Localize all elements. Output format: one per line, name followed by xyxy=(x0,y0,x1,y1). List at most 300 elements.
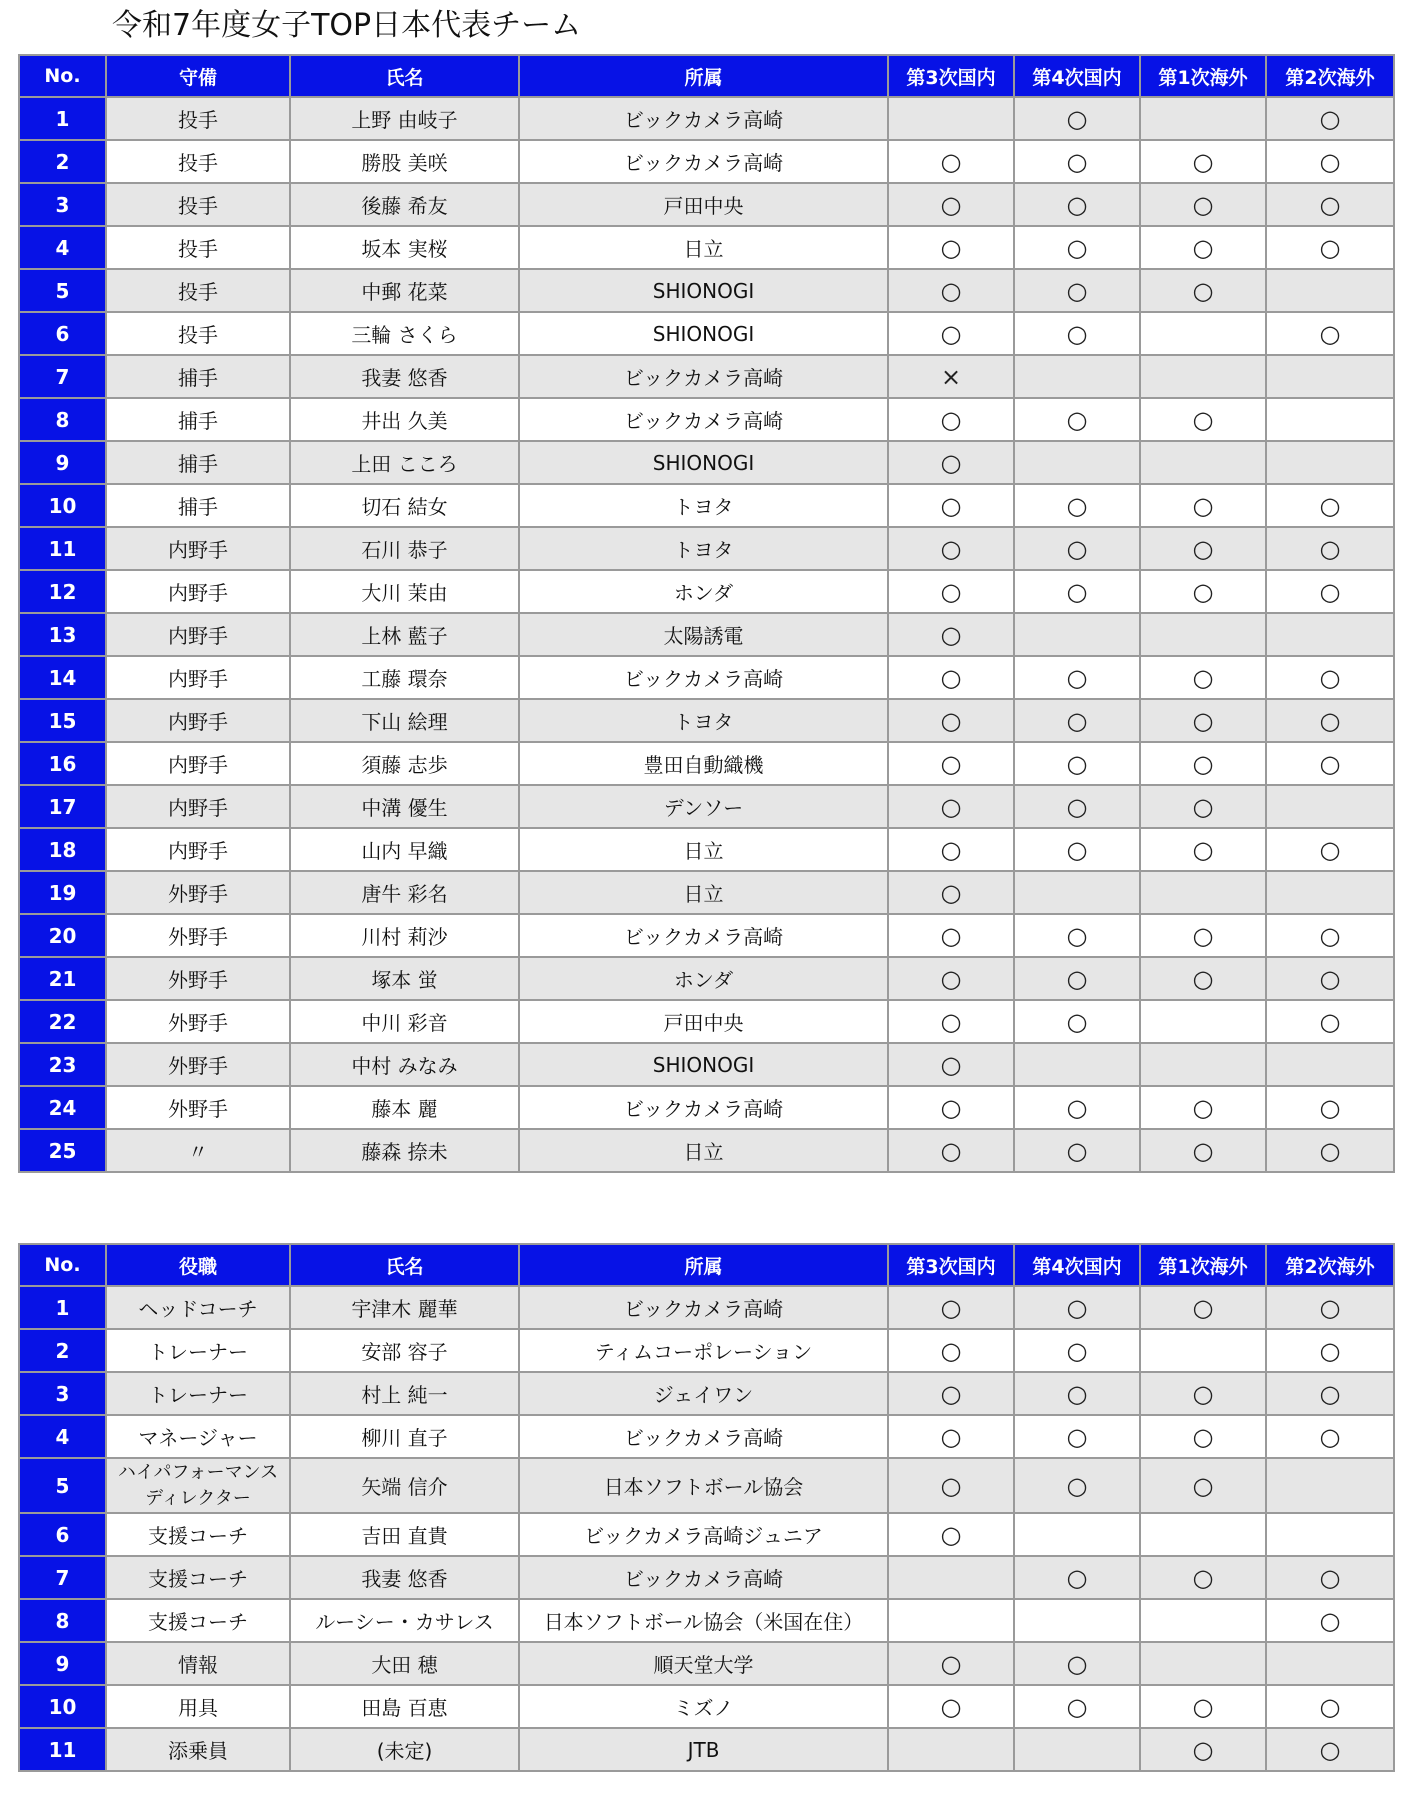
player-row xyxy=(19,871,1394,914)
camp-4th-domestic-mark: ○ xyxy=(1014,828,1140,871)
row-name: 大川 茉由 xyxy=(290,570,519,613)
row-position: 投手 xyxy=(106,97,290,140)
camp-4th-domestic-mark: ○ xyxy=(1014,226,1140,269)
camp-3rd-domestic-mark: ○ xyxy=(888,957,1014,1000)
camp-4th-domestic-mark: ○ xyxy=(1014,1286,1140,1329)
row-position: 投手 xyxy=(106,226,290,269)
header-camp-3rd-domestic: 第3次国内 xyxy=(888,1244,1014,1286)
header-camp-1st-overseas: 第1次海外 xyxy=(1140,55,1266,97)
row-number: 2 xyxy=(19,140,106,183)
row-role: トレーナー xyxy=(106,1329,290,1372)
camp-2nd-overseas-mark: ○ xyxy=(1266,527,1394,570)
row-position: 内野手 xyxy=(106,828,290,871)
header-no: No. xyxy=(19,1244,106,1286)
row-role: ヘッドコーチ xyxy=(106,1286,290,1329)
camp-4th-domestic-mark xyxy=(1014,1513,1140,1556)
player-row xyxy=(19,570,1394,613)
camp-1st-overseas-mark: ○ xyxy=(1140,742,1266,785)
camp-2nd-overseas-mark: ○ xyxy=(1266,914,1394,957)
row-affiliation: 戸田中央 xyxy=(519,183,888,226)
row-affiliation: 日本ソフトボール協会（米国在住） xyxy=(519,1599,888,1642)
row-number: 9 xyxy=(19,1642,106,1685)
player-row xyxy=(19,1086,1394,1129)
camp-3rd-domestic-mark: ○ xyxy=(888,1685,1014,1728)
row-number: 22 xyxy=(19,1000,106,1043)
camp-2nd-overseas-mark: ○ xyxy=(1266,97,1394,140)
row-number: 3 xyxy=(19,1372,106,1415)
row-number: 10 xyxy=(19,484,106,527)
row-name: 村上 純一 xyxy=(290,1372,519,1415)
row-affiliation: 日本ソフトボール協会 xyxy=(519,1458,888,1513)
staff-row xyxy=(19,1286,1394,1329)
row-name: 我妻 悠香 xyxy=(290,355,519,398)
camp-4th-domestic-mark: ○ xyxy=(1014,785,1140,828)
camp-4th-domestic-mark: ○ xyxy=(1014,1372,1140,1415)
camp-4th-domestic-mark: ○ xyxy=(1014,1000,1140,1043)
row-number: 12 xyxy=(19,570,106,613)
camp-2nd-overseas-mark: ○ xyxy=(1266,1286,1394,1329)
row-name: ルーシー・カサレス xyxy=(290,1599,519,1642)
row-position: 内野手 xyxy=(106,785,290,828)
camp-3rd-domestic-mark: ○ xyxy=(888,398,1014,441)
camp-2nd-overseas-mark xyxy=(1266,355,1394,398)
row-affiliation: ビックカメラ高崎 xyxy=(519,398,888,441)
row-affiliation: トヨタ xyxy=(519,484,888,527)
camp-3rd-domestic-mark: ○ xyxy=(888,1086,1014,1129)
row-name: 坂本 実桜 xyxy=(290,226,519,269)
row-number: 9 xyxy=(19,441,106,484)
row-number: 14 xyxy=(19,656,106,699)
player-row xyxy=(19,183,1394,226)
camp-2nd-overseas-mark: ○ xyxy=(1266,183,1394,226)
row-role: マネージャー xyxy=(106,1415,290,1458)
row-number: 17 xyxy=(19,785,106,828)
player-row xyxy=(19,742,1394,785)
row-affiliation: ビックカメラ高崎 xyxy=(519,1286,888,1329)
row-name: 上林 藍子 xyxy=(290,613,519,656)
row-affiliation: SHIONOGI xyxy=(519,441,888,484)
row-affiliation: デンソー xyxy=(519,785,888,828)
row-number: 5 xyxy=(19,269,106,312)
row-number: 19 xyxy=(19,871,106,914)
row-affiliation: SHIONOGI xyxy=(519,269,888,312)
camp-2nd-overseas-mark: ○ xyxy=(1266,828,1394,871)
row-number: 7 xyxy=(19,355,106,398)
camp-4th-domestic-mark: ○ xyxy=(1014,1685,1140,1728)
row-number: 25 xyxy=(19,1129,106,1172)
player-row xyxy=(19,226,1394,269)
camp-2nd-overseas-mark: ○ xyxy=(1266,1129,1394,1172)
camp-2nd-overseas-mark: ○ xyxy=(1266,742,1394,785)
camp-1st-overseas-mark: ○ xyxy=(1140,785,1266,828)
row-affiliation: ビックカメラ高崎 xyxy=(519,140,888,183)
camp-3rd-domestic-mark xyxy=(888,1556,1014,1599)
staff-row xyxy=(19,1728,1394,1771)
camp-2nd-overseas-mark xyxy=(1266,398,1394,441)
camp-3rd-domestic-mark: ○ xyxy=(888,1000,1014,1043)
camp-2nd-overseas-mark xyxy=(1266,1458,1394,1513)
row-number: 16 xyxy=(19,742,106,785)
camp-1st-overseas-mark: ○ xyxy=(1140,269,1266,312)
camp-1st-overseas-mark: ○ xyxy=(1140,1685,1266,1728)
camp-2nd-overseas-mark xyxy=(1266,1513,1394,1556)
camp-4th-domestic-mark: ○ xyxy=(1014,957,1140,1000)
staff-row xyxy=(19,1599,1394,1642)
player-row xyxy=(19,613,1394,656)
player-row xyxy=(19,699,1394,742)
camp-1st-overseas-mark: ○ xyxy=(1140,398,1266,441)
row-role: 添乗員 xyxy=(106,1728,290,1771)
camp-4th-domestic-mark: ○ xyxy=(1014,1129,1140,1172)
row-affiliation: ホンダ xyxy=(519,570,888,613)
staff-table xyxy=(18,1243,1395,1772)
camp-4th-domestic-mark: ○ xyxy=(1014,1415,1140,1458)
row-name: 井出 久美 xyxy=(290,398,519,441)
header-camp-2nd-overseas: 第2次海外 xyxy=(1266,55,1394,97)
camp-4th-domestic-mark: ○ xyxy=(1014,570,1140,613)
row-number: 11 xyxy=(19,1728,106,1771)
row-number: 6 xyxy=(19,1513,106,1556)
camp-3rd-domestic-mark: ○ xyxy=(888,785,1014,828)
row-number: 20 xyxy=(19,914,106,957)
camp-1st-overseas-mark: ○ xyxy=(1140,140,1266,183)
row-position: 投手 xyxy=(106,312,290,355)
player-row xyxy=(19,484,1394,527)
row-affiliation: 日立 xyxy=(519,226,888,269)
row-affiliation: 戸田中央 xyxy=(519,1000,888,1043)
camp-4th-domestic-mark: ○ xyxy=(1014,183,1140,226)
camp-4th-domestic-mark: ○ xyxy=(1014,484,1140,527)
camp-3rd-domestic-mark: ○ xyxy=(888,1329,1014,1372)
header-camp-2nd-overseas: 第2次海外 xyxy=(1266,1244,1394,1286)
camp-1st-overseas-mark: ○ xyxy=(1140,1286,1266,1329)
row-number: 13 xyxy=(19,613,106,656)
camp-1st-overseas-mark: ○ xyxy=(1140,527,1266,570)
camp-2nd-overseas-mark: ○ xyxy=(1266,1599,1394,1642)
row-name: 柳川 直子 xyxy=(290,1415,519,1458)
camp-3rd-domestic-mark: ○ xyxy=(888,699,1014,742)
row-number: 8 xyxy=(19,1599,106,1642)
row-role: 支援コーチ xyxy=(106,1556,290,1599)
player-row xyxy=(19,269,1394,312)
row-role: 支援コーチ xyxy=(106,1599,290,1642)
header-position: 守備 xyxy=(106,55,290,97)
camp-3rd-domestic-mark: ○ xyxy=(888,828,1014,871)
camp-1st-overseas-mark: ○ xyxy=(1140,1086,1266,1129)
player-row xyxy=(19,656,1394,699)
camp-3rd-domestic-mark: ○ xyxy=(888,484,1014,527)
camp-3rd-domestic-mark: ○ xyxy=(888,1043,1014,1086)
camp-4th-domestic-mark xyxy=(1014,1043,1140,1086)
header-affiliation: 所属 xyxy=(519,55,888,97)
row-number: 7 xyxy=(19,1556,106,1599)
row-position: 外野手 xyxy=(106,957,290,1000)
row-number: 24 xyxy=(19,1086,106,1129)
row-name: 上野 由岐子 xyxy=(290,97,519,140)
camp-1st-overseas-mark xyxy=(1140,1599,1266,1642)
row-number: 18 xyxy=(19,828,106,871)
camp-4th-domestic-mark xyxy=(1014,355,1140,398)
row-position: 内野手 xyxy=(106,570,290,613)
player-row xyxy=(19,398,1394,441)
camp-1st-overseas-mark: ○ xyxy=(1140,1129,1266,1172)
row-position: 投手 xyxy=(106,140,290,183)
camp-2nd-overseas-mark xyxy=(1266,1043,1394,1086)
row-affiliation: 日立 xyxy=(519,871,888,914)
header-affiliation: 所属 xyxy=(519,1244,888,1286)
row-number: 23 xyxy=(19,1043,106,1086)
row-affiliation: ジェイワン xyxy=(519,1372,888,1415)
row-affiliation: 日立 xyxy=(519,1129,888,1172)
camp-4th-domestic-mark: ○ xyxy=(1014,1086,1140,1129)
row-position: 内野手 xyxy=(106,527,290,570)
camp-3rd-domestic-mark: ○ xyxy=(888,742,1014,785)
player-row xyxy=(19,527,1394,570)
camp-4th-domestic-mark: ○ xyxy=(1014,656,1140,699)
staff-row xyxy=(19,1372,1394,1415)
header-no: No. xyxy=(19,55,106,97)
row-role: 用具 xyxy=(106,1685,290,1728)
row-affiliation: ビックカメラ高崎 xyxy=(519,914,888,957)
row-position: 内野手 xyxy=(106,699,290,742)
row-name: 宇津木 麗華 xyxy=(290,1286,519,1329)
camp-3rd-domestic-mark: ○ xyxy=(888,140,1014,183)
row-number: 5 xyxy=(19,1458,106,1513)
camp-4th-domestic-mark: ○ xyxy=(1014,398,1140,441)
camp-2nd-overseas-mark: ○ xyxy=(1266,484,1394,527)
camp-3rd-domestic-mark: ○ xyxy=(888,1458,1014,1513)
camp-1st-overseas-mark: ○ xyxy=(1140,570,1266,613)
camp-1st-overseas-mark: ○ xyxy=(1140,1728,1266,1771)
staff-row xyxy=(19,1415,1394,1458)
row-role: 情報 xyxy=(106,1642,290,1685)
camp-2nd-overseas-mark xyxy=(1266,785,1394,828)
row-name: 切石 結女 xyxy=(290,484,519,527)
row-affiliation: 順天堂大学 xyxy=(519,1642,888,1685)
row-position: 外野手 xyxy=(106,871,290,914)
player-row xyxy=(19,355,1394,398)
camp-4th-domestic-mark: ○ xyxy=(1014,312,1140,355)
row-affiliation: ビックカメラ高崎 xyxy=(519,656,888,699)
row-name: 大田 穂 xyxy=(290,1642,519,1685)
row-affiliation: ビックカメラ高崎 xyxy=(519,355,888,398)
camp-2nd-overseas-mark: ○ xyxy=(1266,1086,1394,1129)
header-name: 氏名 xyxy=(290,1244,519,1286)
camp-3rd-domestic-mark: ○ xyxy=(888,269,1014,312)
row-number: 4 xyxy=(19,1415,106,1458)
players-header-row xyxy=(19,55,1394,97)
row-number: 3 xyxy=(19,183,106,226)
row-position: 内野手 xyxy=(106,656,290,699)
camp-1st-overseas-mark xyxy=(1140,1000,1266,1043)
row-affiliation: トヨタ xyxy=(519,699,888,742)
row-name: 三輪 さくら xyxy=(290,312,519,355)
camp-1st-overseas-mark: ○ xyxy=(1140,1372,1266,1415)
camp-3rd-domestic-mark xyxy=(888,1599,1014,1642)
camp-1st-overseas-mark: ○ xyxy=(1140,828,1266,871)
row-name: 吉田 直貴 xyxy=(290,1513,519,1556)
camp-4th-domestic-mark: ○ xyxy=(1014,1556,1140,1599)
header-camp-4th-domestic: 第4次国内 xyxy=(1014,55,1140,97)
player-row xyxy=(19,312,1394,355)
camp-4th-domestic-mark xyxy=(1014,1728,1140,1771)
camp-3rd-domestic-mark: ○ xyxy=(888,1286,1014,1329)
row-role: ハイパフォーマンス ディレクター xyxy=(106,1458,290,1513)
header-camp-1st-overseas: 第1次海外 xyxy=(1140,1244,1266,1286)
row-name: 山内 早織 xyxy=(290,828,519,871)
camp-2nd-overseas-mark: ○ xyxy=(1266,1000,1394,1043)
camp-4th-domestic-mark xyxy=(1014,441,1140,484)
player-row xyxy=(19,97,1394,140)
camp-2nd-overseas-mark xyxy=(1266,441,1394,484)
staff-row xyxy=(19,1329,1394,1372)
camp-3rd-domestic-mark: ○ xyxy=(888,441,1014,484)
camp-1st-overseas-mark: ○ xyxy=(1140,656,1266,699)
camp-1st-overseas-mark xyxy=(1140,1329,1266,1372)
camp-1st-overseas-mark xyxy=(1140,1043,1266,1086)
row-number: 15 xyxy=(19,699,106,742)
row-position: 外野手 xyxy=(106,1043,290,1086)
camp-3rd-domestic-mark: ○ xyxy=(888,1642,1014,1685)
camp-2nd-overseas-mark xyxy=(1266,1642,1394,1685)
camp-3rd-domestic-mark: ○ xyxy=(888,871,1014,914)
row-name: 中川 彩音 xyxy=(290,1000,519,1043)
row-position: 内野手 xyxy=(106,613,290,656)
row-role: トレーナー xyxy=(106,1372,290,1415)
staff-header-row xyxy=(19,1244,1394,1286)
row-affiliation: ホンダ xyxy=(519,957,888,1000)
row-affiliation: ビックカメラ高崎ジュニア xyxy=(519,1513,888,1556)
camp-1st-overseas-mark: ○ xyxy=(1140,183,1266,226)
row-name: (未定) xyxy=(290,1728,519,1771)
row-name: 藤森 捺未 xyxy=(290,1129,519,1172)
row-affiliation: SHIONOGI xyxy=(519,312,888,355)
row-position: 外野手 xyxy=(106,1000,290,1043)
camp-2nd-overseas-mark xyxy=(1266,871,1394,914)
camp-2nd-overseas-mark: ○ xyxy=(1266,1329,1394,1372)
camp-4th-domestic-mark xyxy=(1014,613,1140,656)
camp-2nd-overseas-mark: ○ xyxy=(1266,226,1394,269)
camp-2nd-overseas-mark xyxy=(1266,269,1394,312)
camp-1st-overseas-mark xyxy=(1140,1513,1266,1556)
camp-3rd-domestic-mark: ○ xyxy=(888,570,1014,613)
header-name: 氏名 xyxy=(290,55,519,97)
camp-2nd-overseas-mark: ○ xyxy=(1266,1372,1394,1415)
player-row xyxy=(19,140,1394,183)
camp-3rd-domestic-mark: ○ xyxy=(888,312,1014,355)
staff-row xyxy=(19,1642,1394,1685)
row-position: 外野手 xyxy=(106,1086,290,1129)
camp-4th-domestic-mark: ○ xyxy=(1014,1458,1140,1513)
row-name: 工藤 環奈 xyxy=(290,656,519,699)
camp-4th-domestic-mark: ○ xyxy=(1014,527,1140,570)
row-affiliation: 豊田自動織機 xyxy=(519,742,888,785)
camp-1st-overseas-mark: ○ xyxy=(1140,1556,1266,1599)
camp-1st-overseas-mark: ○ xyxy=(1140,699,1266,742)
row-name: 矢端 信介 xyxy=(290,1458,519,1513)
row-number: 4 xyxy=(19,226,106,269)
camp-4th-domestic-mark: ○ xyxy=(1014,742,1140,785)
camp-4th-domestic-mark: ○ xyxy=(1014,699,1140,742)
camp-4th-domestic-mark: ○ xyxy=(1014,914,1140,957)
row-position: 投手 xyxy=(106,269,290,312)
row-position: 捕手 xyxy=(106,484,290,527)
camp-1st-overseas-mark xyxy=(1140,97,1266,140)
camp-2nd-overseas-mark: ○ xyxy=(1266,312,1394,355)
camp-1st-overseas-mark: ○ xyxy=(1140,914,1266,957)
row-name: 藤本 麗 xyxy=(290,1086,519,1129)
player-row xyxy=(19,957,1394,1000)
row-name: 石川 恭子 xyxy=(290,527,519,570)
camp-2nd-overseas-mark: ○ xyxy=(1266,140,1394,183)
row-affiliation: ビックカメラ高崎 xyxy=(519,1415,888,1458)
camp-1st-overseas-mark: ○ xyxy=(1140,484,1266,527)
row-role: 支援コーチ xyxy=(106,1513,290,1556)
camp-3rd-domestic-mark xyxy=(888,1728,1014,1771)
row-number: 1 xyxy=(19,1286,106,1329)
row-number: 6 xyxy=(19,312,106,355)
camp-3rd-domestic-mark: ○ xyxy=(888,914,1014,957)
camp-3rd-domestic-mark: ○ xyxy=(888,613,1014,656)
camp-3rd-domestic-mark: ○ xyxy=(888,183,1014,226)
camp-1st-overseas-mark xyxy=(1140,613,1266,656)
camp-4th-domestic-mark: ○ xyxy=(1014,1329,1140,1372)
camp-4th-domestic-mark: ○ xyxy=(1014,140,1140,183)
camp-2nd-overseas-mark: ○ xyxy=(1266,1728,1394,1771)
player-row xyxy=(19,914,1394,957)
camp-4th-domestic-mark xyxy=(1014,1599,1140,1642)
staff-row xyxy=(19,1513,1394,1556)
camp-4th-domestic-mark: ○ xyxy=(1014,269,1140,312)
row-number: 1 xyxy=(19,97,106,140)
camp-1st-overseas-mark xyxy=(1140,871,1266,914)
row-number: 10 xyxy=(19,1685,106,1728)
camp-4th-domestic-mark: ○ xyxy=(1014,97,1140,140)
camp-3rd-domestic-mark: ○ xyxy=(888,527,1014,570)
player-row xyxy=(19,441,1394,484)
camp-3rd-domestic-mark: ○ xyxy=(888,1415,1014,1458)
row-position: 捕手 xyxy=(106,355,290,398)
camp-1st-overseas-mark xyxy=(1140,312,1266,355)
camp-2nd-overseas-mark xyxy=(1266,613,1394,656)
row-number: 21 xyxy=(19,957,106,1000)
header-role: 役職 xyxy=(106,1244,290,1286)
camp-3rd-domestic-mark: ○ xyxy=(888,1129,1014,1172)
row-name: 中村 みなみ xyxy=(290,1043,519,1086)
player-row xyxy=(19,785,1394,828)
camp-2nd-overseas-mark: ○ xyxy=(1266,570,1394,613)
row-affiliation: ビックカメラ高崎 xyxy=(519,97,888,140)
row-affiliation: 太陽誘電 xyxy=(519,613,888,656)
row-position: 外野手 xyxy=(106,914,290,957)
row-affiliation: ミズノ xyxy=(519,1685,888,1728)
staff-row xyxy=(19,1685,1394,1728)
staff-row xyxy=(19,1458,1394,1513)
row-name: 安部 容子 xyxy=(290,1329,519,1372)
row-name: 中溝 優生 xyxy=(290,785,519,828)
row-name: 下山 絵理 xyxy=(290,699,519,742)
row-number: 2 xyxy=(19,1329,106,1372)
player-row xyxy=(19,1043,1394,1086)
row-name: 唐牛 彩名 xyxy=(290,871,519,914)
row-name: 川村 莉沙 xyxy=(290,914,519,957)
row-affiliation: トヨタ xyxy=(519,527,888,570)
row-name: 我妻 悠香 xyxy=(290,1556,519,1599)
row-position: 投手 xyxy=(106,183,290,226)
row-name: 塚本 蛍 xyxy=(290,957,519,1000)
camp-1st-overseas-mark xyxy=(1140,1642,1266,1685)
camp-1st-overseas-mark: ○ xyxy=(1140,1458,1266,1513)
